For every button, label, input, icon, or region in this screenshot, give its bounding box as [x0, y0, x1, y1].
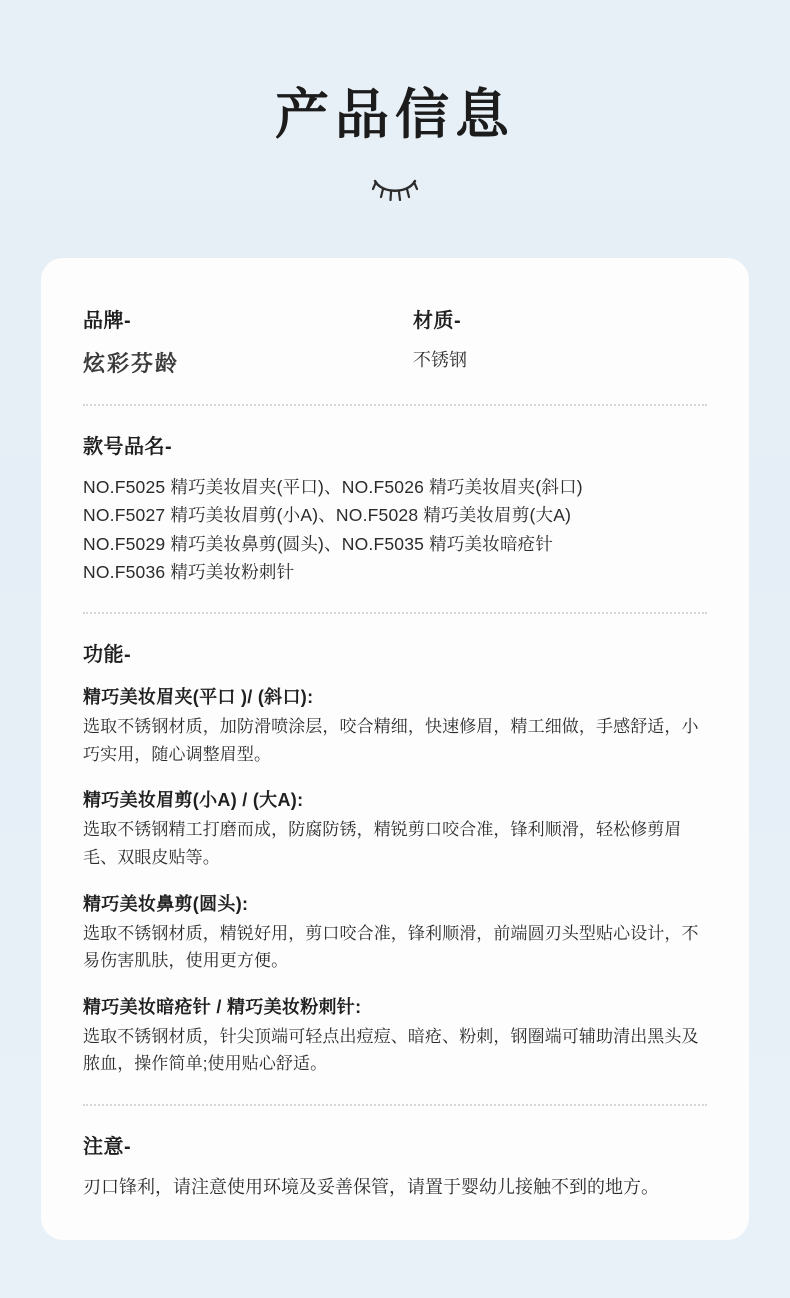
- brand-field: [83, 304, 413, 378]
- brand-value: 炫彩芬龄: [83, 351, 180, 376]
- function-title: 精巧美妆暗疮针 / 精巧美妆粉刺针:: [83, 996, 362, 1017]
- functions-field: [83, 638, 707, 1077]
- function-description: 选取不锈钢材质，针尖顶端可轻点出痘痘、暗疮、粉刺，钢圈端可辅助清出黑头及脓血，操作简单;使用贴心舒适。: [83, 1026, 699, 1074]
- function-item: [83, 890, 707, 975]
- models-list: [83, 473, 707, 586]
- brand-material-row: [83, 304, 707, 378]
- function-item: [83, 786, 707, 871]
- brand-label: 品牌-: [83, 310, 132, 332]
- function-description: 选取不锈钢精工打磨而成，防腐防锈，精锐剪口咬合准，锋利顺滑，轻松修剪眉毛、双眼皮贴等。: [83, 820, 682, 867]
- page-header: [0, 0, 790, 201]
- list-item: NO.F5025 精巧美妆眉夹(平口)、NO.F5026 精巧美妆眉夹(斜口): [83, 477, 583, 497]
- function-item: [83, 683, 707, 768]
- material-field: [413, 304, 707, 374]
- functions-label: 功能-: [83, 644, 132, 667]
- notice-field: [83, 1130, 707, 1202]
- material-value: 不锈钢: [413, 350, 467, 370]
- list-item: NO.F5027 精巧美妆眉剪(小A)、NO.F5028 精巧美妆眉剪(大A): [83, 505, 572, 526]
- notice-label: 注意-: [83, 1135, 132, 1158]
- function-description: 选取不锈钢材质，精锐好用，剪口咬合准，锋利顺滑，前端圆刃头型贴心设计，不易伤害肌肤，使用更方便。: [83, 923, 699, 971]
- function-description: 选取不锈钢材质，加防滑喷涂层，咬合精细，快速修眉，精工细做，手感舒适，小巧实用，随心调整眉型。: [83, 717, 699, 764]
- eyelash-icon: [372, 175, 418, 201]
- material-label: 材质-: [413, 310, 462, 332]
- notice-text: 刃口锋利，请注意使用环境及妥善保管，请置于婴幼儿接触不到的地方。: [83, 1176, 659, 1197]
- models-field: [83, 430, 707, 586]
- function-title: 精巧美妆眉剪(小A) / (大A):: [83, 790, 304, 811]
- page-title: 产品信息: [275, 85, 515, 145]
- divider-3: [83, 1104, 707, 1106]
- models-label: 款号品名-: [83, 436, 173, 458]
- function-item: [83, 993, 707, 1078]
- list-item: NO.F5029 精巧美妆鼻剪(圆头)、NO.F5035 精巧美妆暗疮针: [83, 533, 554, 554]
- divider-2: [83, 612, 707, 614]
- list-item: NO.F5036 精巧美妆粉刺针: [83, 562, 295, 583]
- function-title: 精巧美妆眉夹(平口 )/ (斜口):: [83, 687, 314, 708]
- divider-1: [83, 404, 707, 406]
- product-info-card: [41, 258, 749, 1240]
- function-title: 精巧美妆鼻剪(圆头):: [83, 893, 249, 914]
